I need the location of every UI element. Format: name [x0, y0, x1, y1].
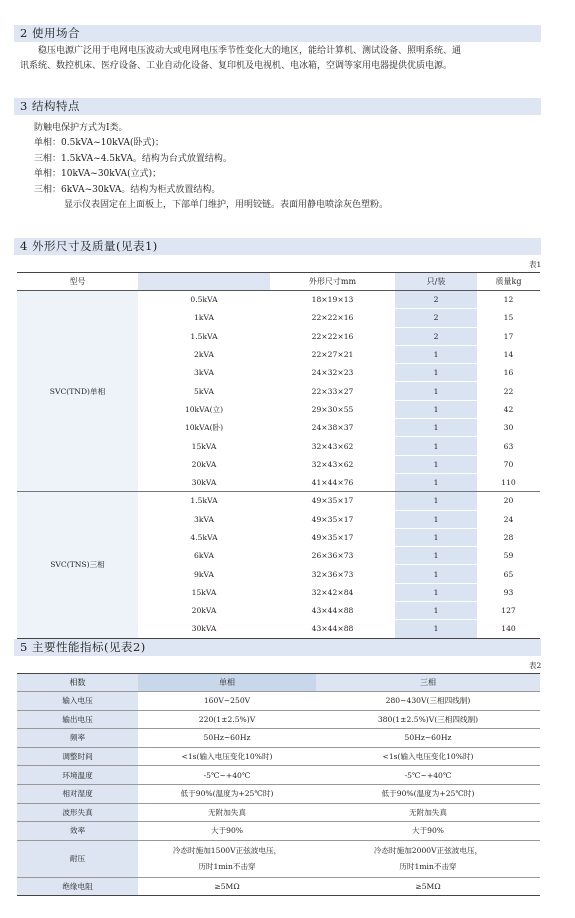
table-row: [17, 692, 540, 711]
pack-cell: 2: [395, 309, 477, 327]
table-2-header: 相数: [17, 674, 138, 692]
section-5-heading: 5 主要性能指标(见表2): [14, 639, 541, 656]
three-phase-value: [316, 840, 540, 877]
withstand-line: 历时1min不击穿: [399, 861, 457, 871]
single-phase-value: 220(1±2.5%)V: [138, 710, 316, 729]
size-cell: 22×22×16: [270, 309, 395, 327]
table-row: [17, 291, 540, 309]
table-1-note: 表1: [529, 260, 542, 269]
capacity-cell: 1kVA: [138, 309, 270, 327]
pack-cell: 1: [395, 400, 477, 418]
table-1: [17, 272, 540, 639]
pack-cell: 1: [395, 455, 477, 473]
table-1-header: 型号: [17, 273, 138, 291]
size-cell: 18×19×13: [270, 291, 395, 309]
size-cell: 49×35×17: [270, 492, 395, 510]
size-cell: 22×22×16: [270, 327, 395, 345]
table-1-header: 质量kg: [477, 273, 540, 291]
table-row: [17, 803, 540, 822]
section-3-line: 显示仪表固定在上面板上，下部单门维护，用明铰链。表面用静电喷涂灰色塑粉。: [64, 200, 389, 211]
capacity-cell: 3kVA: [138, 510, 270, 528]
section-3-line: 三相：1.5kVA~4.5kVA。结构为台式放置结构。: [34, 153, 232, 164]
table-row: [17, 747, 540, 766]
pack-cell: 1: [395, 528, 477, 546]
withstand-line: 冷态时施加1500V正弦波电压，: [172, 845, 282, 855]
size-cell: 32×42×84: [270, 583, 395, 601]
single-phase-value: 160V~250V: [138, 692, 316, 711]
section-4-heading: 4 外形尺寸及质量(见表1): [14, 238, 541, 255]
capacity-cell: 4.5kVA: [138, 528, 270, 546]
single-phase-value: <1s(输入电压变化10%时): [138, 747, 316, 766]
withstand-line: 历时1min不击穿: [198, 861, 256, 871]
section-2-heading: 2 使用场合: [14, 25, 541, 42]
param-label: 耐压: [17, 840, 138, 877]
weight-cell: 140: [477, 620, 540, 638]
weight-cell: 110: [477, 473, 540, 491]
pack-cell: 1: [395, 345, 477, 363]
table-row: [17, 766, 540, 785]
single-phase-value: 50Hz~60Hz: [138, 729, 316, 748]
capacity-cell: 10kVA(卧): [138, 419, 270, 437]
table-1-header: 外形尺寸mm: [270, 273, 395, 291]
weight-cell: 65: [477, 565, 540, 583]
table-row: [17, 729, 540, 748]
capacity-cell: 20kVA: [138, 602, 270, 620]
pack-cell: 1: [395, 583, 477, 601]
param-label: 调整时间: [17, 747, 138, 766]
pack-cell: 1: [395, 419, 477, 437]
param-label: 频率: [17, 729, 138, 748]
size-cell: 24×32×23: [270, 364, 395, 382]
size-cell: 43×44×88: [270, 602, 395, 620]
weight-cell: 30: [477, 419, 540, 437]
param-label: 输出电压: [17, 710, 138, 729]
single-phase-value: [138, 840, 316, 877]
table-1-header: [138, 273, 270, 291]
pack-cell: 1: [395, 437, 477, 455]
model-cell: SVC(TNS)三相: [17, 492, 138, 638]
capacity-cell: 5kVA: [138, 382, 270, 400]
size-cell: 29×30×55: [270, 400, 395, 418]
single-phase-value: 大于90%: [138, 822, 316, 841]
size-cell: 32×43×62: [270, 437, 395, 455]
param-label: 绝缘电阻: [17, 877, 138, 896]
three-phase-value: 280~430V(三相四线制): [316, 692, 540, 711]
section-3-line: 防触电保护方式为I类。: [34, 123, 128, 133]
three-phase-value: <1s(输入电压变化10%时): [316, 747, 540, 766]
pack-cell: 1: [395, 473, 477, 491]
single-phase-value: 无附加失真: [138, 803, 316, 822]
withstand-line: 冷态时施加2000V正弦波电压，: [373, 845, 483, 855]
capacity-cell: 3kVA: [138, 364, 270, 382]
table-row: [17, 822, 540, 841]
pack-cell: 1: [395, 492, 477, 510]
section-3-line: 三相：6kVA~30kVA。结构为柜式放置结构。: [34, 184, 221, 195]
size-cell: 43×44×88: [270, 620, 395, 638]
pack-cell: 1: [395, 547, 477, 565]
pack-cell: 2: [395, 327, 477, 345]
capacity-cell: 1.5kVA: [138, 327, 270, 345]
param-label: 波形失真: [17, 803, 138, 822]
weight-cell: 24: [477, 510, 540, 528]
pack-cell: 1: [395, 510, 477, 528]
weight-cell: 15: [477, 309, 540, 327]
weight-cell: 63: [477, 437, 540, 455]
three-phase-value: 大于90%: [316, 822, 540, 841]
capacity-cell: 0.5kVA: [138, 291, 270, 309]
size-cell: 32×36×73: [270, 565, 395, 583]
weight-cell: 127: [477, 602, 540, 620]
section-3-body: [34, 121, 534, 213]
weight-cell: 12: [477, 291, 540, 309]
weight-cell: 59: [477, 547, 540, 565]
weight-cell: 16: [477, 364, 540, 382]
param-label: 相对湿度: [17, 784, 138, 803]
param-label: 输入电压: [17, 692, 138, 711]
model-cell: SVC(TND)单相: [17, 291, 138, 492]
weight-cell: 20: [477, 492, 540, 510]
size-cell: 32×43×62: [270, 455, 395, 473]
capacity-cell: 9kVA: [138, 565, 270, 583]
table-1-header: 只/装: [395, 273, 477, 291]
weight-cell: 70: [477, 455, 540, 473]
capacity-cell: 15kVA: [138, 437, 270, 455]
pack-cell: 1: [395, 620, 477, 638]
pack-cell: 1: [395, 602, 477, 620]
weight-cell: 14: [477, 345, 540, 363]
capacity-cell: 30kVA: [138, 620, 270, 638]
capacity-cell: 20kVA: [138, 455, 270, 473]
size-cell: 49×35×17: [270, 528, 395, 546]
size-cell: 22×33×27: [270, 382, 395, 400]
size-cell: 49×35×17: [270, 510, 395, 528]
section-2-line: 稳压电源广泛用于电网电压波动大或电网电压季节性变化大的地区，能给计算机、测试设备、照明系统、通: [38, 46, 462, 56]
three-phase-value: 无附加失真: [316, 803, 540, 822]
three-phase-value: 380(1±2.5%)V(三相四线制): [316, 710, 540, 729]
three-phase-value: -5℃~+40℃: [316, 766, 540, 785]
size-cell: 26×36×73: [270, 547, 395, 565]
table-2: [17, 673, 540, 896]
table-row: [17, 784, 540, 803]
table-row: [17, 492, 540, 510]
capacity-cell: 30kVA: [138, 473, 270, 491]
capacity-cell: 10kVA(立): [138, 400, 270, 418]
size-cell: 24×38×37: [270, 419, 395, 437]
pack-cell: 2: [395, 291, 477, 309]
section-3-line: 单相：10kVA~30kVA(立式)；: [34, 169, 162, 180]
table-2-note: 表2: [529, 661, 542, 670]
section-2-body: [20, 44, 550, 75]
table-2-header: 单相: [138, 674, 316, 692]
weight-cell: 42: [477, 400, 540, 418]
pack-cell: 1: [395, 382, 477, 400]
table-row: [17, 710, 540, 729]
capacity-cell: 1.5kVA: [138, 492, 270, 510]
param-label: 效率: [17, 822, 138, 841]
section-2-line: 讯系统、数控机床、医疗设备、工业自动化设备、复印机及电视机、电冰箱，空调等家用电器提供优质电源。: [20, 61, 453, 72]
capacity-cell: 6kVA: [138, 547, 270, 565]
param-label: 环境温度: [17, 766, 138, 785]
weight-cell: 28: [477, 528, 540, 546]
section-3-line: 单相：0.5kVA~10kVA(卧式)；: [34, 138, 165, 149]
three-phase-value: 低于90%(温度为+25℃时): [316, 784, 540, 803]
weight-cell: 22: [477, 382, 540, 400]
single-phase-value: -5℃~+40℃: [138, 766, 316, 785]
weight-cell: 93: [477, 583, 540, 601]
weight-cell: 17: [477, 327, 540, 345]
pack-cell: 1: [395, 364, 477, 382]
size-cell: 41×44×76: [270, 473, 395, 491]
three-phase-value: 50Hz~60Hz: [316, 729, 540, 748]
section-3-heading: 3 结构特点: [14, 98, 541, 115]
size-cell: 22×27×21: [270, 345, 395, 363]
pack-cell: 1: [395, 565, 477, 583]
single-phase-value: 低于90%(温度为+25℃时): [138, 784, 316, 803]
table-row: [17, 840, 540, 877]
capacity-cell: 15kVA: [138, 583, 270, 601]
capacity-cell: 2kVA: [138, 345, 270, 363]
single-phase-value: ≥5MΩ: [138, 877, 316, 896]
table-row: [17, 877, 540, 896]
three-phase-value: ≥5MΩ: [316, 877, 540, 896]
table-2-header: 三相: [316, 674, 540, 692]
